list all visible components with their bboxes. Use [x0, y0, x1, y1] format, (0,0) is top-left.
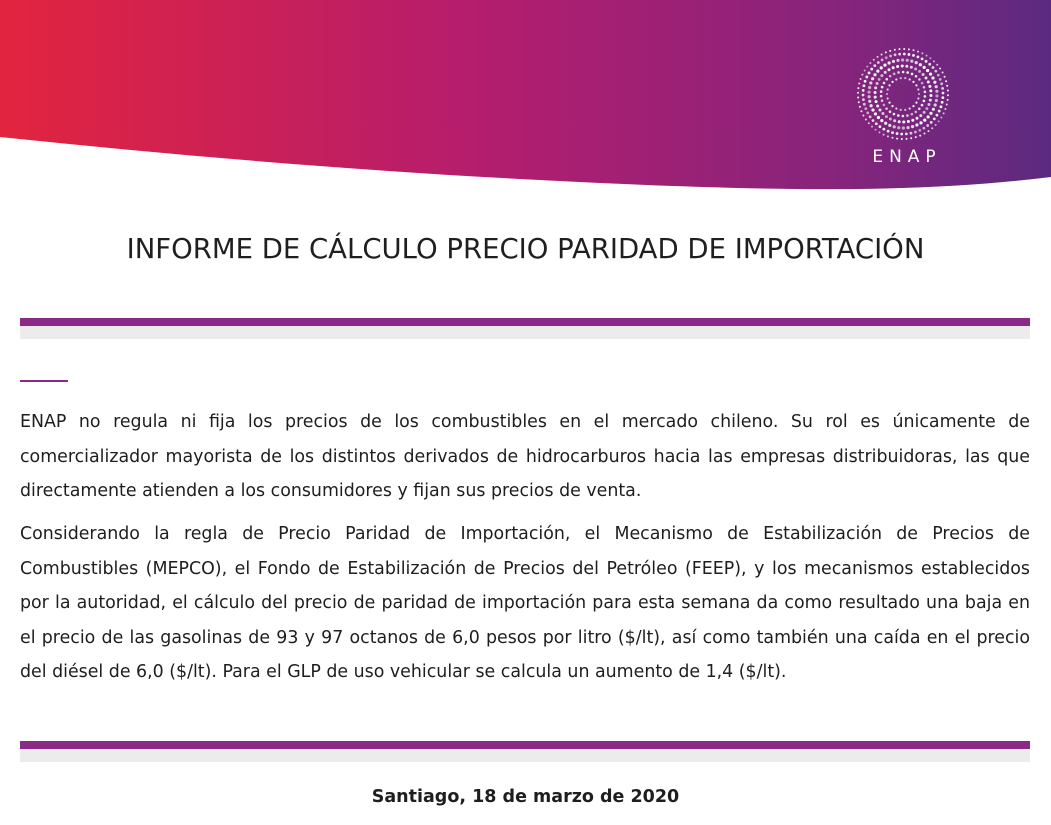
top-divider [20, 318, 1030, 339]
bottom-divider [20, 741, 1030, 762]
paragraph-2: Considerando la regla de Precio Paridad de Importación, el Mecanismo de Estabilización de Precios de Combustibles (MEPCO), el Fondo de Estabilización de Precios del Petróleo (FEEP), y los mecanismos establecidos por la autoridad, el cálculo del precio de paridad de importación para esta semana da como resultado una baja en el precio de las gasolinas de 93 y 97 octanos de 6,0 pesos por litro ($/lt), así como también una caída en el precio del diésel de 6,0 ($/lt). Para el GLP de uso vehicular se calcula un aumento de 1,4 ($/lt). [20, 524, 1030, 682]
logo-text: ENAP [872, 147, 942, 167]
document-title: INFORME DE CÁLCULO PRECIO PARIDAD DE IMPORTACIÓN [126, 233, 925, 265]
dotted-ring-icon [850, 42, 960, 142]
paragraph-1: ENAP no regula ni fija los precios de los combustibles en el mercado chileno. Su rol es únicamente de comercializador mayorista de los distintos derivados de hidrocarburos hacia las empresas distribuidoras, las que directamente atienden a los consumidores y fijan sus precios de venta. [20, 412, 1030, 501]
accent-dash [20, 380, 68, 382]
footer-date: Santiago, 18 de marzo de 2020 [371, 787, 680, 807]
enap-logo [850, 42, 960, 172]
